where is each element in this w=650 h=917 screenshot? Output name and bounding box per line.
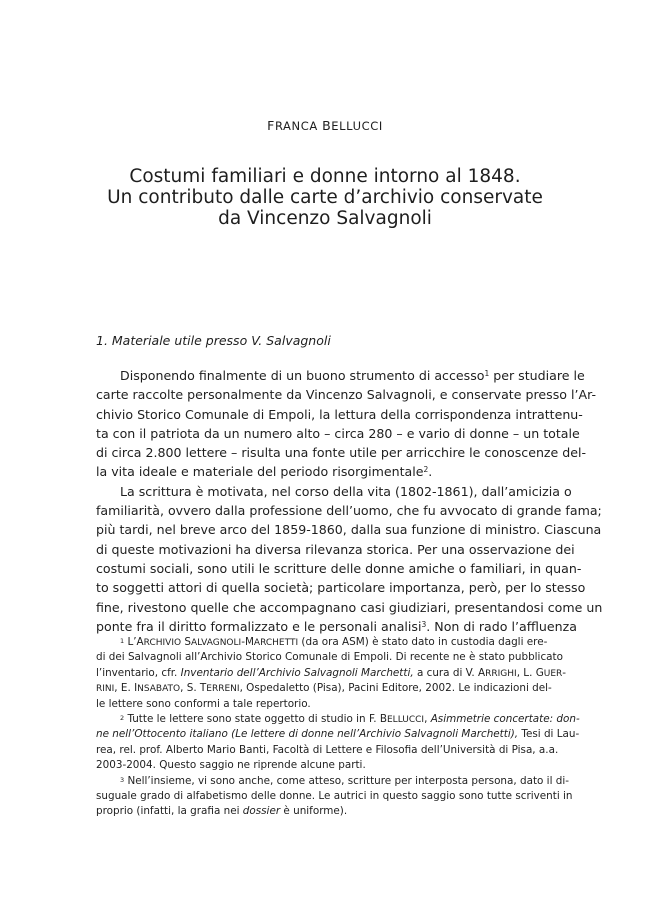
footnote-ref[interactable]: 3 — [421, 619, 427, 629]
footnote-line: l’inventario, cfr. Inventario dell’Archivio Salvagnoli Marchetti, a cura di V. ARRIGHI, L. GUER- — [96, 666, 567, 679]
footnote-line: proprio (infatti, la grafia nei dossier è uniforme). — [96, 805, 348, 818]
footnote-line: ne nell’Ottocento italiano (Le lettere di donne nell’Archivio Salvagnoli Marchetti), Tesi di Lau- — [96, 728, 580, 741]
body-line: La scrittura è motivata, nel corso della vita (1802-1861), dall’amicizia o — [120, 483, 572, 499]
body-line: la vita ideale e materiale del periodo risorgimentale$^2$. — [96, 464, 433, 480]
footnote-line: $^1$ L’ARCHIVIO SALVAGNOLI-MARCHETTI (da ora ASM) è stato dato in custodia dagli ere- — [120, 636, 548, 648]
body-line: carte raccolte personalmente da Vincenzo Salvagnoli, e conservate presso l’Ar- — [96, 387, 597, 403]
footnote-line: rea, rel. prof. Alberto Mario Banti, Facoltà di Lettere e Filosofia dell’Università di Pisa, a.a. — [96, 743, 559, 756]
title-line: Costumi familiari e donne intorno al 1848. — [129, 166, 521, 187]
body-line: di queste motivazioni ha diversa rilevanza storica. Per una osservazione dei — [96, 541, 575, 557]
body-line: di circa 2.800 lettere – risulta una fonte utile per arricchire le conoscenze del- — [96, 445, 587, 461]
body-line: costumi sociali, sono utili le scritture delle donne amiche o familiari, in quan- — [96, 560, 582, 576]
author-name: FRANCA BELLUCCI — [267, 118, 383, 133]
body-line: ponte fra il diritto formalizzato e le personali analisi$^3$. Non di rado l’affluenza — [96, 618, 577, 634]
title-line: Un contributo dalle carte d’archivio conservate — [107, 187, 543, 208]
footnote-ref[interactable]: 1 — [484, 369, 490, 378]
article-title — [60, 166, 590, 229]
footnote-line: di dei Salvagnoli all’Archivio Storico Comunale di Empoli. Di recente ne è stato pubblicato — [96, 651, 563, 664]
footnote-number: 2 — [120, 713, 125, 722]
title-line: da Vincenzo Salvagnoli — [218, 208, 432, 229]
body-line: familiarità, ovvero dalla professione dell’uomo, che fu avvocato di grande fama; — [96, 503, 602, 519]
body-text — [96, 366, 603, 636]
footnote-ref[interactable]: 2 — [423, 465, 429, 475]
body-line: chivio Storico Comunale di Empoli, la lettura della corrispondenza intrattenu- — [96, 406, 583, 422]
body-line: più tardi, nel breve arco del 1859-1860, dalla sua funzione di ministro. Ciascuna — [96, 522, 602, 538]
body-line: fine, rivestono quelle che accompagnano casi giudiziari, presentandosi come un — [96, 599, 603, 615]
footnote-line: 2003-2004. Questo saggio ne riprende alcune parti. — [96, 759, 366, 772]
footnote-line: $^3$ Nell’insieme, vi sono anche, come atteso, scritture per interposta persona, dato il di- — [120, 774, 569, 787]
body-line: to soggetti attori di quella società; particolare importanza, però, per lo stesso — [96, 580, 586, 596]
footnote-number: 3 — [120, 775, 125, 784]
section-heading: 1. Materiale utile presso V. Salvagnoli — [96, 333, 331, 348]
body-line: Disponendo finalmente di un buono strumento di accesso$^1$ per studiare le — [120, 368, 585, 383]
footnote-number: 1 — [120, 637, 125, 645]
footnote-line: suguale grado di alfabetismo delle donne. Le autrici in questo saggio sono tutte scriventi in — [96, 789, 573, 802]
footnote-line: RINI, E. INSABATO, S. TERRENI, Ospedaletto (Pisa), Pacini Editore, 2002. Le indicazioni del- — [96, 682, 552, 695]
body-line: ta con il patriota da un numero alto – circa 280 – e vario di donne – un totale — [96, 425, 580, 441]
footnote-line: $^2$ Tutte le lettere sono state oggetto di studio in F. BELLUCCI, Asimmetrie concertate: don- — [120, 712, 580, 725]
footnote-line: le lettere sono conformi a tale repertorio. — [96, 697, 311, 710]
footnotes — [96, 635, 580, 820]
